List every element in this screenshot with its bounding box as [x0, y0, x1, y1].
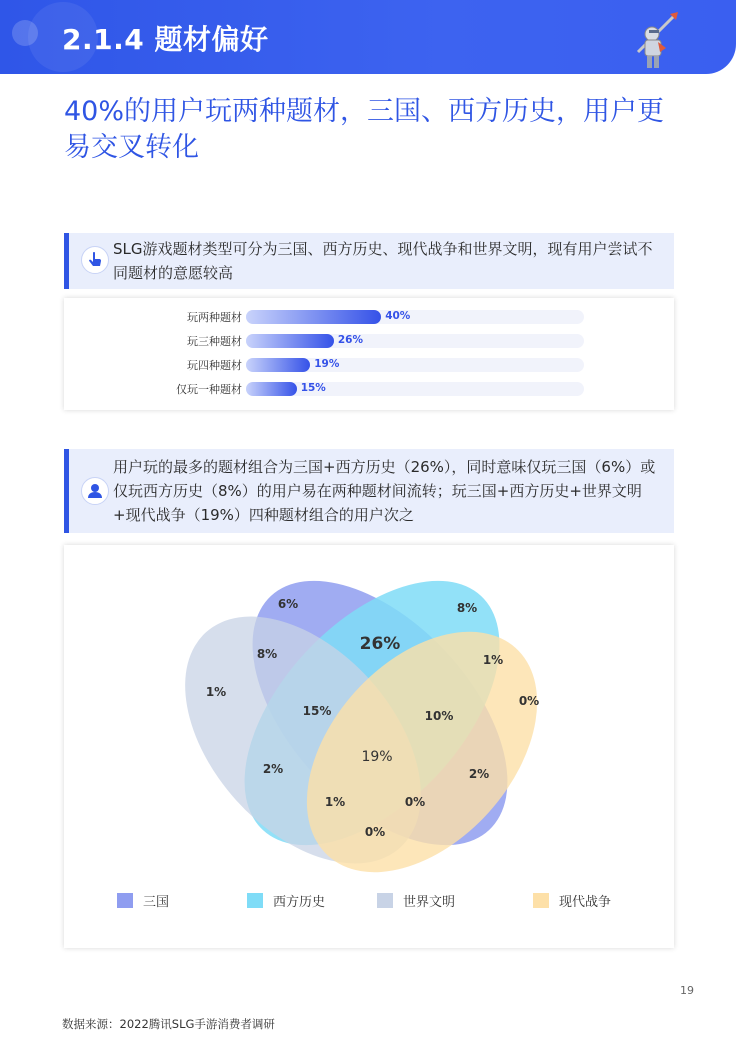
bar-label: 仅玩一种题材 [176, 383, 242, 396]
venn-region-label: 19% [361, 749, 393, 765]
venn-region-label: 0% [518, 694, 540, 708]
venn-region-label: 0% [404, 795, 426, 809]
bar-value-label: 26% [337, 334, 364, 346]
legend-label: 现代战争 [559, 895, 612, 910]
venn-region-label: 8% [456, 601, 478, 615]
page-number: 19 [680, 984, 694, 997]
legend-label: 西方历史 [273, 895, 326, 910]
venn-region-label: 8% [256, 647, 278, 661]
bar-label: 玩两种题材 [187, 311, 242, 324]
venn-region-label: 0% [364, 825, 386, 839]
headline: 40%的用户玩两种题材，三国、西方历史，用户更易交叉转化 [64, 96, 665, 163]
data-source: 数据来源：2022腾讯SLG手游消费者调研 [62, 1017, 275, 1031]
bar-label: 玩三种题材 [187, 335, 242, 348]
section-title: 2.1.4 题材偏好 [62, 23, 269, 56]
bar-value-label: 19% [314, 358, 340, 370]
legend-label: 三国 [143, 895, 170, 910]
bar-value-label: 15% [300, 382, 326, 394]
venn-region-label: 1% [482, 653, 504, 667]
legend-label: 世界文明 [403, 895, 456, 910]
venn-region-label: 10% [424, 709, 454, 723]
venn-region-label: 1% [205, 685, 227, 699]
venn-region-label: 1% [324, 795, 346, 809]
venn-region-label: 26% [359, 634, 401, 654]
venn-region-label: 2% [262, 762, 284, 776]
callout-2-text: 用户玩的最多的题材组合为三国+西方历史（26%），同时意味仅玩三国（6%）或仅玩西方历史（8%）的用户易在两种题材间流转；玩三国+西方历史+世界文明+现代战争（19%）四种题材组合的用户次之 [113, 458, 656, 524]
legend-swatch [117, 893, 133, 908]
venn-region-label: 6% [277, 597, 299, 611]
bar-value-label: 40% [385, 310, 411, 322]
venn-region-label: 15% [302, 704, 332, 718]
callout-1-text: SLG游戏题材类型可分为三国、西方历史、现代战争和世界文明，现有用户尝试不同题材的意愿较高 [113, 240, 653, 282]
legend-swatch [533, 893, 549, 908]
legend-swatch [377, 893, 393, 908]
bar-label: 玩四种题材 [187, 359, 242, 372]
legend-swatch [247, 893, 263, 908]
venn-region-label: 2% [468, 767, 490, 781]
